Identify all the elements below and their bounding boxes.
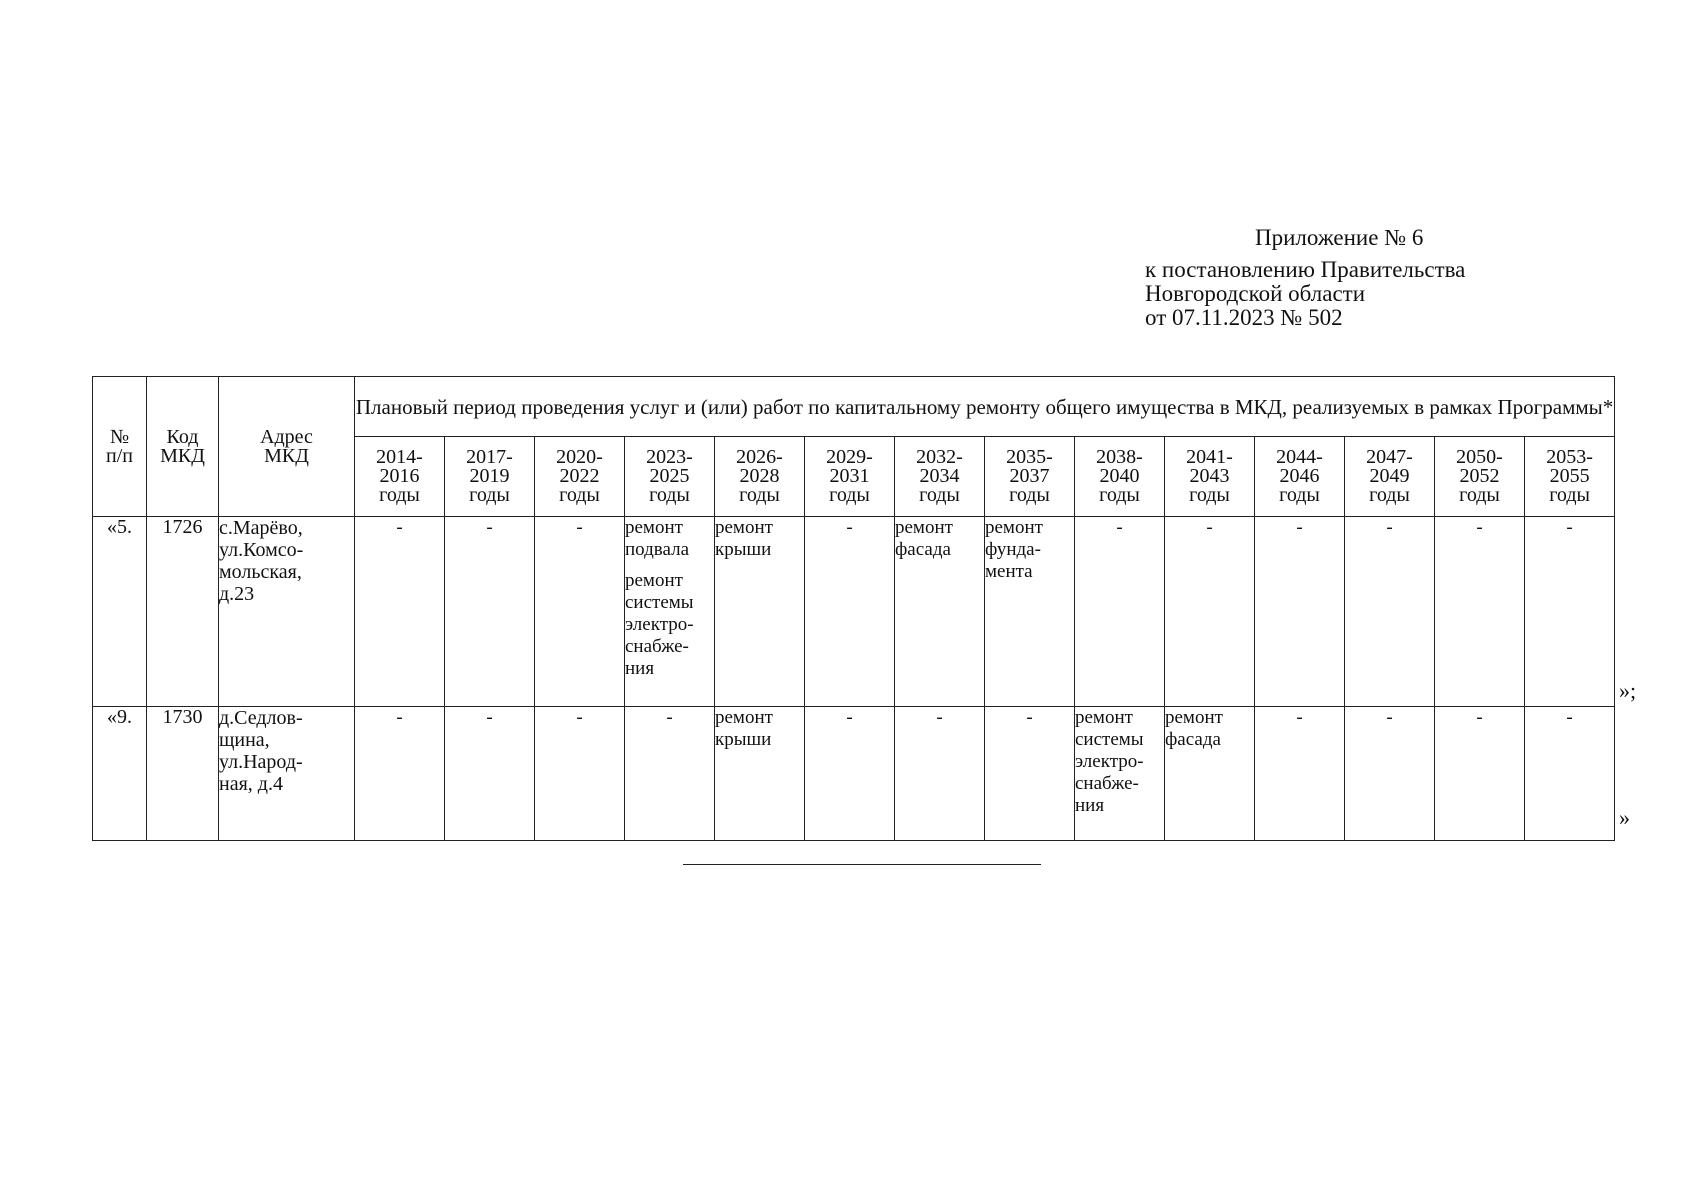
period-header-line: 2040 xyxy=(1099,465,1140,487)
work-cell-empty: - xyxy=(1255,517,1345,707)
period-header-line: годы xyxy=(1189,484,1230,506)
work-cell-empty: - xyxy=(355,707,445,841)
table-row xyxy=(93,707,1615,841)
appendix-line: Новгородской области xyxy=(1145,281,1366,306)
work-cell xyxy=(985,517,1075,707)
appendix-block xyxy=(1145,226,1465,330)
work-item-line: фасада xyxy=(1165,729,1221,750)
work-cell-empty: - xyxy=(985,707,1075,841)
row-number: «9. xyxy=(93,707,147,841)
work-item-line: ремонт xyxy=(625,570,683,591)
period-header-line: 2053- xyxy=(1546,446,1593,468)
work-cell-empty: - xyxy=(1435,707,1525,841)
address-line: щина, xyxy=(219,729,270,751)
period-header xyxy=(535,437,625,517)
period-header xyxy=(355,437,445,517)
row-closing-quote: » xyxy=(1619,805,1630,830)
period-header-line: годы xyxy=(1549,484,1590,506)
work-item-line: электро- xyxy=(625,614,694,635)
work-item-line: крыши xyxy=(715,539,772,560)
work-item-line: фунда- xyxy=(985,539,1041,560)
work-item-line: снабже- xyxy=(1075,773,1139,794)
table-row xyxy=(93,517,1615,707)
work-cell-empty: - xyxy=(535,707,625,841)
work-item xyxy=(625,517,714,561)
work-item xyxy=(1075,707,1164,817)
period-header xyxy=(1075,437,1165,517)
period-header xyxy=(1435,437,1525,517)
work-cell-empty: - xyxy=(1345,517,1435,707)
work-cell-empty: - xyxy=(535,517,625,707)
row-address xyxy=(219,517,355,707)
work-cell-empty: - xyxy=(355,517,445,707)
period-header-line: 2047- xyxy=(1366,446,1413,468)
period-header-line: годы xyxy=(1279,484,1320,506)
row-number: «5. xyxy=(93,517,147,707)
header-address-line: МКД xyxy=(264,444,309,467)
period-header-line: 2049 xyxy=(1369,465,1410,487)
work-cell-empty: - xyxy=(1525,517,1615,707)
period-header-line: годы xyxy=(559,484,600,506)
repair-schedule-table xyxy=(92,376,1615,841)
work-item xyxy=(985,517,1074,583)
work-cell xyxy=(1075,707,1165,841)
period-header-line: 2029- xyxy=(826,446,873,468)
work-item-line: ния xyxy=(1075,795,1105,816)
period-header-line: 2043 xyxy=(1189,465,1230,487)
header-num xyxy=(93,377,147,517)
work-item-line: системы xyxy=(1075,729,1144,750)
period-header-line: годы xyxy=(1369,484,1410,506)
period-header xyxy=(805,437,895,517)
address-line: с.Марёво, xyxy=(219,517,303,539)
period-header-line: 2034 xyxy=(919,465,960,487)
work-item xyxy=(895,517,984,561)
work-cell-empty: - xyxy=(1255,707,1345,841)
period-header-line: 2017- xyxy=(466,446,513,468)
appendix-title: Приложение № 6 xyxy=(1255,225,1424,250)
work-item xyxy=(625,570,714,680)
header-address-line: Адрес xyxy=(260,425,313,448)
period-header xyxy=(625,437,715,517)
address-line: д.23 xyxy=(219,583,255,605)
period-header-line: 2025 xyxy=(649,465,690,487)
period-header-line: годы xyxy=(649,484,690,506)
period-header xyxy=(445,437,535,517)
work-cell xyxy=(715,707,805,841)
work-cell xyxy=(715,517,805,707)
work-item-line: ремонт xyxy=(715,517,773,538)
work-item-line: ремонт xyxy=(895,517,953,538)
work-item-line: системы xyxy=(625,592,694,613)
period-header xyxy=(1345,437,1435,517)
work-item-line: подвала xyxy=(625,539,690,560)
period-header-line: 2028 xyxy=(739,465,780,487)
period-header-line: 2052 xyxy=(1459,465,1500,487)
work-item-line: крыши xyxy=(715,729,772,750)
address-line: мольская, xyxy=(219,561,302,583)
work-cell xyxy=(625,517,715,707)
period-header-line: годы xyxy=(1459,484,1500,506)
work-item-line: фасада xyxy=(895,539,951,560)
work-item-line: ремонт xyxy=(1165,707,1223,728)
period-header-line: годы xyxy=(739,484,780,506)
period-header-line: 2038- xyxy=(1096,446,1143,468)
period-header xyxy=(715,437,805,517)
period-header-line: 2020- xyxy=(556,446,603,468)
work-item xyxy=(715,517,804,561)
work-item xyxy=(1165,707,1254,751)
address-line: ул.Народ- xyxy=(219,751,303,773)
work-item xyxy=(715,707,804,751)
period-header-line: 2046 xyxy=(1279,465,1320,487)
address-line: д.Седлов- xyxy=(219,707,303,729)
period-header-line: 2037 xyxy=(1009,465,1050,487)
work-cell-empty: - xyxy=(1345,707,1435,841)
work-cell-empty: - xyxy=(1165,517,1255,707)
header-code-line: МКД xyxy=(160,444,205,467)
period-header-line: 2016 xyxy=(379,465,420,487)
period-header-line: 2023- xyxy=(646,446,693,468)
work-item-line: электро- xyxy=(1075,751,1144,772)
header-code xyxy=(147,377,219,517)
period-header-line: годы xyxy=(919,484,960,506)
period-header-line: 2055 xyxy=(1549,465,1590,487)
period-header-line: 2044- xyxy=(1276,446,1323,468)
work-cell-empty: - xyxy=(1525,707,1615,841)
work-cell xyxy=(1165,707,1255,841)
period-header xyxy=(1255,437,1345,517)
header-num-line: п/п xyxy=(106,444,133,467)
period-header xyxy=(1165,437,1255,517)
period-header-line: годы xyxy=(1009,484,1050,506)
period-header-line: 2026- xyxy=(736,446,783,468)
work-cell xyxy=(895,517,985,707)
work-cell-empty: - xyxy=(805,707,895,841)
period-header-line: 2032- xyxy=(916,446,963,468)
work-cell-empty: - xyxy=(895,707,985,841)
period-header xyxy=(1525,437,1615,517)
work-cell-empty: - xyxy=(1435,517,1525,707)
header-address xyxy=(219,377,355,517)
period-header-line: 2019 xyxy=(469,465,510,487)
work-cell-empty: - xyxy=(1075,517,1165,707)
row-closing-quote: »; xyxy=(1619,678,1637,703)
header-num-line: № xyxy=(109,425,130,448)
period-header-line: годы xyxy=(1099,484,1140,506)
work-cell-empty: - xyxy=(445,707,535,841)
work-item-line: ремонт xyxy=(625,517,683,538)
work-cell-empty: - xyxy=(805,517,895,707)
period-header-line: 2014- xyxy=(376,446,423,468)
closing-rule xyxy=(683,864,1041,865)
header-code-line: Код xyxy=(166,425,199,448)
header-period-group: Плановый период проведения услуг и (или) работ по капитальному ремонту общего имущества в МКД, реализуемых в рамках Программы* xyxy=(355,377,1615,437)
period-header xyxy=(895,437,985,517)
address-line: ная, д.4 xyxy=(219,773,283,795)
work-item-line: мента xyxy=(985,561,1033,582)
work-cell-empty: - xyxy=(625,707,715,841)
row-code: 1726 xyxy=(147,517,219,707)
work-cell-empty: - xyxy=(445,517,535,707)
period-header-line: 2041- xyxy=(1186,446,1233,468)
appendix-line: от 07.11.2023 № 502 xyxy=(1145,305,1343,330)
row-code: 1730 xyxy=(147,707,219,841)
period-header-line: годы xyxy=(379,484,420,506)
work-item-line: ремонт xyxy=(715,707,773,728)
work-item-line: ремонт xyxy=(1075,707,1133,728)
period-header-line: 2050- xyxy=(1456,446,1503,468)
work-item-line: ремонт xyxy=(985,517,1043,538)
work-item-line: снабже- xyxy=(625,636,689,657)
period-header-line: 2022 xyxy=(559,465,600,487)
period-header-line: годы xyxy=(829,484,870,506)
address-line: ул.Комсо- xyxy=(219,539,304,561)
work-item-line: ния xyxy=(625,658,655,679)
appendix-line: к постановлению Правительства xyxy=(1145,257,1466,282)
period-header-line: 2035- xyxy=(1006,446,1053,468)
period-header-line: 2031 xyxy=(829,465,870,487)
period-header-line: годы xyxy=(469,484,510,506)
row-address xyxy=(219,707,355,841)
period-header xyxy=(985,437,1075,517)
